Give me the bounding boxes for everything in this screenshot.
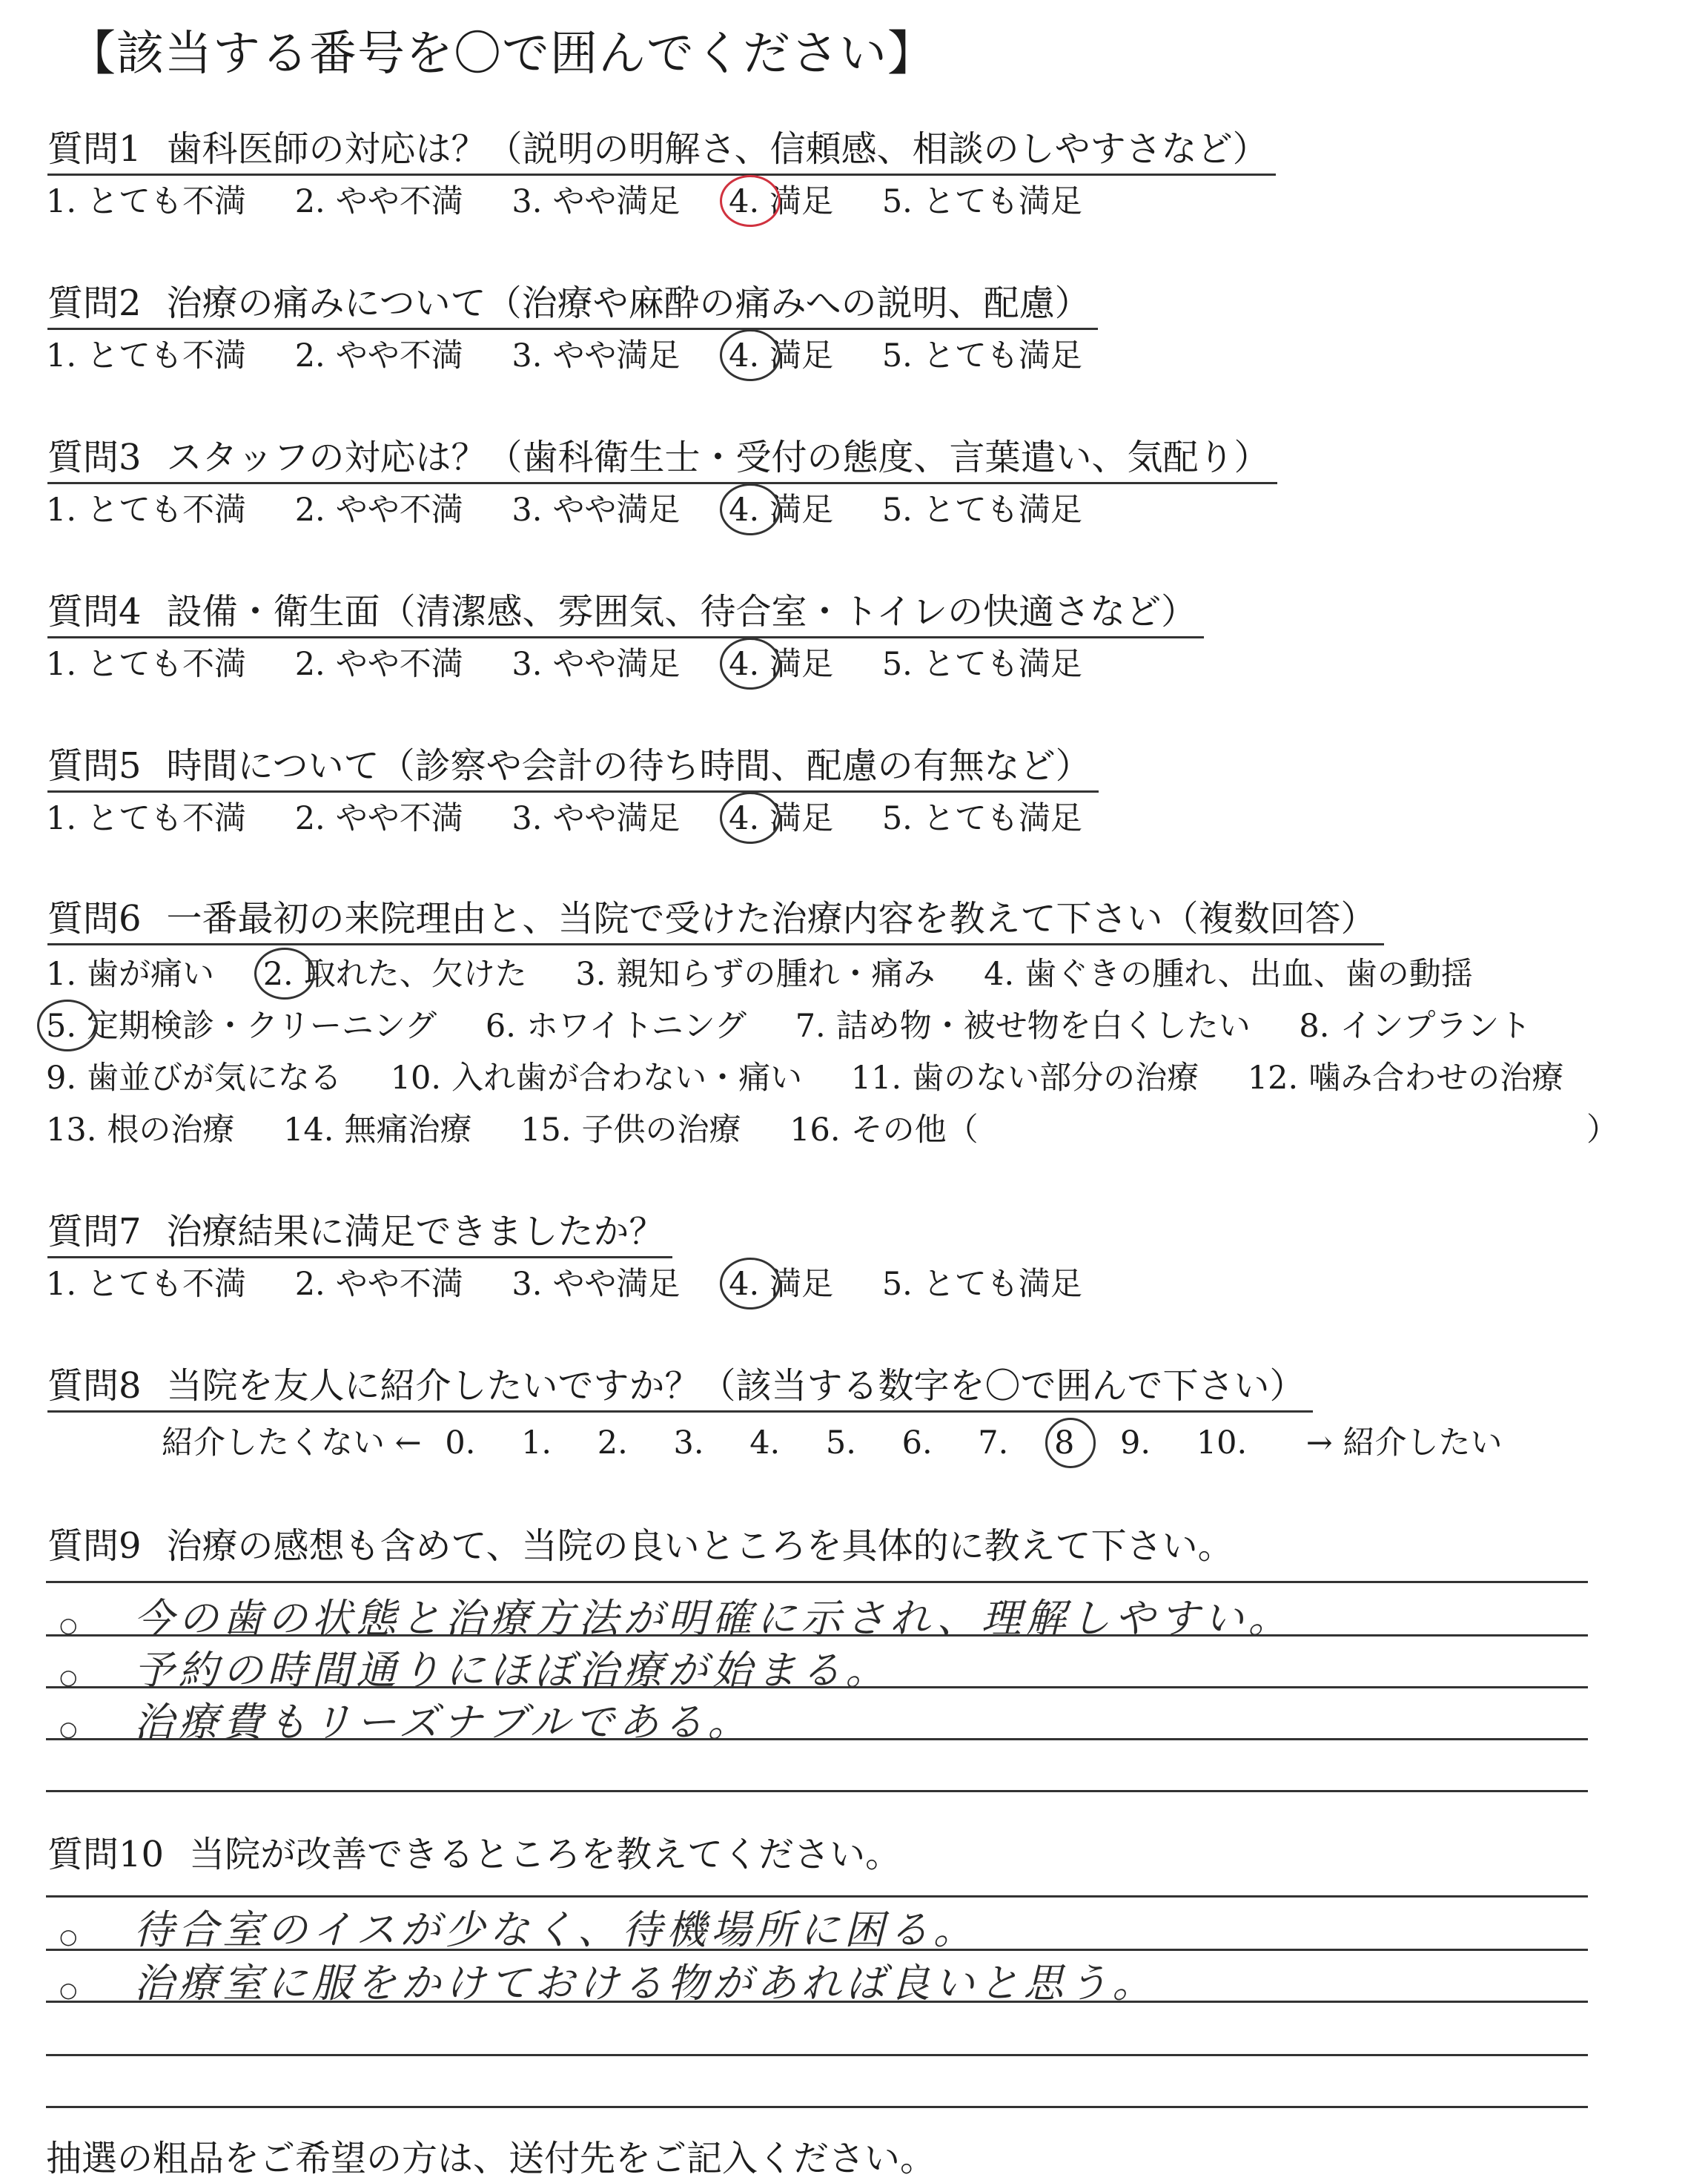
option-number[interactable]: 4.: [729, 183, 760, 220]
question-text: スタッフの対応は？（歯科衛生士・受付の態度、言葉遣い、気配り）: [166, 437, 1270, 478]
option-number[interactable]: 2.: [294, 646, 325, 683]
option-number[interactable]: 2.: [294, 183, 325, 220]
option-label: 満足: [769, 183, 834, 220]
other-label: その他（: [850, 1112, 979, 1149]
option-label: 入れ歯が合わない・痛い: [451, 1060, 803, 1097]
answer-line: [46, 1895, 1588, 1898]
option-label: 歯ぐきの腫れ、出血、歯の動揺: [1025, 956, 1473, 993]
scale-value[interactable]: 7.: [978, 1424, 1009, 1462]
option-label: 詰め物・被せ物を白くしたい: [835, 1008, 1251, 1045]
option-label: 噛み合わせの治療: [1308, 1060, 1564, 1097]
question-text: 一番最初の来院理由と、当院で受けた治療内容を教えて下さい（複数回答）: [166, 898, 1377, 939]
answer-text: 待合室のイスが少なく、待機場所に困る。: [133, 1906, 978, 1953]
option-number[interactable]: 13.: [46, 1112, 97, 1149]
option-label: とても満足: [922, 800, 1082, 837]
question-3-title: [47, 433, 1277, 484]
option-label: とても満足: [922, 183, 1082, 220]
option-label: 取れた、欠けた: [303, 956, 527, 993]
question-number: 質問3: [47, 437, 142, 478]
selected-option-circle: [729, 796, 833, 841]
answer-line: [46, 1686, 1588, 1688]
option-number[interactable]: 4.: [729, 337, 760, 374]
option-label: やや満足: [552, 800, 681, 837]
bullet: ○: [59, 1978, 82, 2002]
question-number: 質問10: [47, 1834, 165, 1875]
option-label: やや不満: [335, 183, 463, 220]
option-number[interactable]: 3.: [512, 1266, 543, 1303]
answer-text: 予約の時間通りにほぼ治療が始まる。: [133, 1647, 890, 1694]
option-number[interactable]: 2.: [294, 800, 325, 837]
question-text: 当院を友人に紹介したいですか？（該当する数字を〇で囲んで下さい）: [166, 1365, 1305, 1407]
question-4-title: [47, 587, 1204, 638]
option-label: とても満足: [922, 646, 1082, 683]
scale-value-selected[interactable]: 8: [1054, 1421, 1074, 1465]
option-number[interactable]: 2.: [294, 1266, 325, 1303]
option-label: 親知らずの腫れ・痛み: [616, 956, 936, 993]
option-label: やや満足: [552, 337, 681, 374]
question-text: 歯科医師の対応は？（説明の明解さ、信頼感、相談のしやすさなど）: [166, 128, 1268, 170]
question-1-title: [47, 125, 1276, 176]
scale-value[interactable]: 1.: [521, 1424, 552, 1462]
option-number[interactable]: 8.: [1299, 1008, 1330, 1045]
option-label: とても不満: [87, 800, 247, 837]
question-text: 治療結果に満足できましたか？: [166, 1211, 665, 1252]
option-number[interactable]: 4.: [984, 956, 1015, 993]
option-label: 満足: [769, 1266, 834, 1303]
question-text: 治療の感想も含めて、当院の良いところを具体的に教えて下さい。: [166, 1525, 1234, 1567]
selected-option-circle: [729, 334, 833, 378]
scale-value[interactable]: 2.: [597, 1424, 628, 1462]
option-label: とても不満: [87, 646, 247, 683]
option-number[interactable]: 3.: [512, 183, 543, 220]
question-text: 治療の痛みについて（治療や麻酔の痛みへの説明、配慮）: [166, 283, 1090, 324]
option-label: やや不満: [335, 337, 463, 374]
question-8-title: [47, 1361, 1313, 1413]
option-number[interactable]: 1.: [46, 646, 77, 683]
answer-line: [46, 2106, 1588, 2108]
option-number[interactable]: 1.: [46, 1266, 77, 1303]
question-10-title: [47, 1830, 908, 1879]
option-number[interactable]: 4.: [729, 1266, 760, 1303]
option-label: やや不満: [335, 492, 463, 529]
question-6-row-2[interactable]: [46, 1004, 1569, 1048]
option-number[interactable]: 14.: [283, 1112, 334, 1149]
option-number[interactable]: 3.: [575, 956, 606, 993]
question-6-row-1[interactable]: [46, 952, 1512, 997]
option-number[interactable]: 4.: [729, 492, 760, 529]
scale-left-label: 紹介したくない ←: [162, 1424, 422, 1462]
option-label: 子供の治療: [581, 1112, 741, 1149]
footer-note: 抽選の粗品をご希望の方は、送付先をご記入ください。: [46, 2138, 936, 2179]
question-7-title: [47, 1207, 672, 1258]
option-label: とても不満: [87, 492, 247, 529]
option-number[interactable]: 6.: [485, 1008, 516, 1045]
option-label: やや満足: [552, 492, 681, 529]
selected-option-circle: [729, 179, 833, 224]
option-number[interactable]: 9.: [46, 1060, 77, 1097]
question-7-options[interactable]: [46, 1262, 1121, 1307]
answer-text: 治療室に服をかけておける物があれば良いと思う。: [133, 1960, 1157, 2007]
scale-value[interactable]: 4.: [749, 1424, 781, 1462]
option-number[interactable]: 5.: [46, 1008, 77, 1045]
page-title: 【該当する番号を〇で囲んでください】: [68, 27, 936, 82]
question-number: 質問8: [47, 1365, 142, 1407]
option-number[interactable]: 4.: [729, 800, 760, 837]
option-number[interactable]: 1.: [46, 337, 77, 374]
option-number[interactable]: 7.: [795, 1008, 826, 1045]
question-6-row-3[interactable]: [46, 1056, 1602, 1100]
option-number[interactable]: 12.: [1247, 1060, 1299, 1097]
recommend-scale[interactable]: [148, 1421, 1516, 1465]
answer-line: [46, 1634, 1588, 1637]
selected-option-circle: [729, 488, 833, 532]
bullet: ○: [59, 1665, 82, 1689]
option-number[interactable]: 5.: [881, 646, 913, 683]
option-number[interactable]: 5.: [881, 492, 913, 529]
option-number[interactable]: 4.: [729, 646, 760, 683]
question-number: 質問1: [47, 128, 142, 170]
option-number[interactable]: 3.: [512, 492, 543, 529]
option-number[interactable]: 1.: [46, 800, 77, 837]
option-label: やや満足: [552, 646, 681, 683]
question-number: 質問4: [47, 591, 142, 633]
question-4-options[interactable]: [46, 642, 1121, 687]
option-number[interactable]: 3.: [512, 800, 543, 837]
other-close-paren: ）: [1586, 1112, 1618, 1149]
bullet: ○: [59, 1717, 82, 1741]
scale-value[interactable]: 0.: [445, 1424, 476, 1462]
option-label: 歯のない部分の治療: [912, 1060, 1199, 1097]
option-label: 歯並びが気になる: [87, 1060, 342, 1097]
scale-value[interactable]: 3.: [673, 1424, 704, 1462]
option-label: 満足: [769, 337, 834, 374]
scale-value[interactable]: 9.: [1120, 1424, 1151, 1462]
question-2-title: [47, 279, 1098, 330]
option-label: ホワイトニング: [526, 1008, 747, 1045]
option-number[interactable]: 16.: [790, 1112, 841, 1149]
scale-right-label: → 紹介したい: [1305, 1424, 1503, 1462]
scale-value[interactable]: 6.: [901, 1424, 933, 1462]
question-9-title: [47, 1522, 1241, 1571]
option-label: とても満足: [922, 337, 1082, 374]
option-label: 歯が痛い: [87, 956, 215, 993]
option-label: とても不満: [87, 1266, 247, 1303]
option-label: やや不満: [335, 646, 463, 683]
question-number: 質問9: [47, 1525, 142, 1567]
question-number: 質問6: [47, 898, 142, 939]
option-label: とても満足: [922, 492, 1082, 529]
option-label: 根の治療: [107, 1112, 235, 1149]
option-label: 定期検診・クリーニング: [87, 1008, 437, 1045]
question-number: 質問5: [47, 745, 142, 787]
bullet: ○: [59, 1613, 82, 1637]
question-text: 時間について（診察や会計の待ち時間、配慮の有無など）: [166, 745, 1091, 787]
option-number[interactable]: 3.: [512, 337, 543, 374]
option-number[interactable]: 1.: [46, 492, 77, 529]
option-label: 満足: [769, 646, 834, 683]
option-label: やや満足: [552, 183, 681, 220]
option-label: インプラント: [1340, 1008, 1532, 1045]
option-number[interactable]: 1.: [46, 183, 77, 220]
question-text: 設備・衛生面（清潔感、雰囲気、待合室・トイレの快適さなど）: [166, 591, 1197, 633]
selected-option-circle: [729, 1262, 833, 1307]
option-label: とても不満: [87, 183, 247, 220]
question-number: 質問2: [47, 283, 142, 324]
option-label: 満足: [769, 800, 834, 837]
option-label: やや不満: [335, 800, 463, 837]
selected-option-circle: [729, 642, 833, 687]
option-label: やや満足: [552, 1266, 681, 1303]
question-2-options[interactable]: [46, 334, 1121, 378]
answer-line: [46, 2001, 1588, 2003]
option-number[interactable]: 2.: [262, 956, 294, 993]
question-5-title: [47, 742, 1099, 793]
option-number[interactable]: 15.: [520, 1112, 572, 1149]
option-label: 無痛治療: [344, 1112, 472, 1149]
option-number[interactable]: 5.: [881, 183, 913, 220]
option-label: 満足: [769, 492, 834, 529]
question-text: 当院が改善できるところを教えてください。: [189, 1834, 901, 1875]
option-number[interactable]: 2.: [294, 337, 325, 374]
answer-line: [46, 2054, 1588, 2056]
question-5-options[interactable]: [46, 796, 1121, 841]
handwritten-answer[interactable]: [59, 1898, 978, 1955]
option-number[interactable]: 2.: [294, 492, 325, 529]
option-number[interactable]: 3.: [512, 646, 543, 683]
option-number[interactable]: 1.: [46, 956, 77, 993]
answer-line: [46, 1581, 1588, 1583]
option-number[interactable]: 5.: [881, 800, 913, 837]
answer-text: 治療費もリーズナブルである。: [133, 1699, 752, 1746]
answer-line: [46, 1738, 1588, 1740]
option-label: とても満足: [922, 1266, 1082, 1303]
option-number[interactable]: 5.: [881, 1266, 913, 1303]
option-number[interactable]: 11.: [850, 1060, 902, 1097]
question-6-row-4[interactable]: [46, 1108, 1017, 1152]
option-number[interactable]: 5.: [881, 337, 913, 374]
answer-line: [46, 1949, 1588, 1951]
answer-text: 今の歯の状態と治療方法が明確に示され、理解しやすい。: [133, 1595, 1293, 1642]
selected-option-circle: [263, 952, 527, 997]
answer-line: [46, 1790, 1588, 1792]
option-label: とても不満: [87, 337, 247, 374]
question-1-options[interactable]: [46, 179, 1121, 224]
option-label: やや不満: [335, 1266, 463, 1303]
question-number: 質問7: [47, 1211, 142, 1252]
scale-value[interactable]: 10.: [1196, 1424, 1248, 1462]
question-6-title: [47, 894, 1384, 945]
question-3-options[interactable]: [46, 488, 1121, 532]
bullet: ○: [59, 1924, 82, 1949]
option-number[interactable]: 10.: [390, 1060, 442, 1097]
scale-value[interactable]: 5.: [825, 1424, 856, 1462]
selected-option-circle: [46, 1004, 437, 1048]
